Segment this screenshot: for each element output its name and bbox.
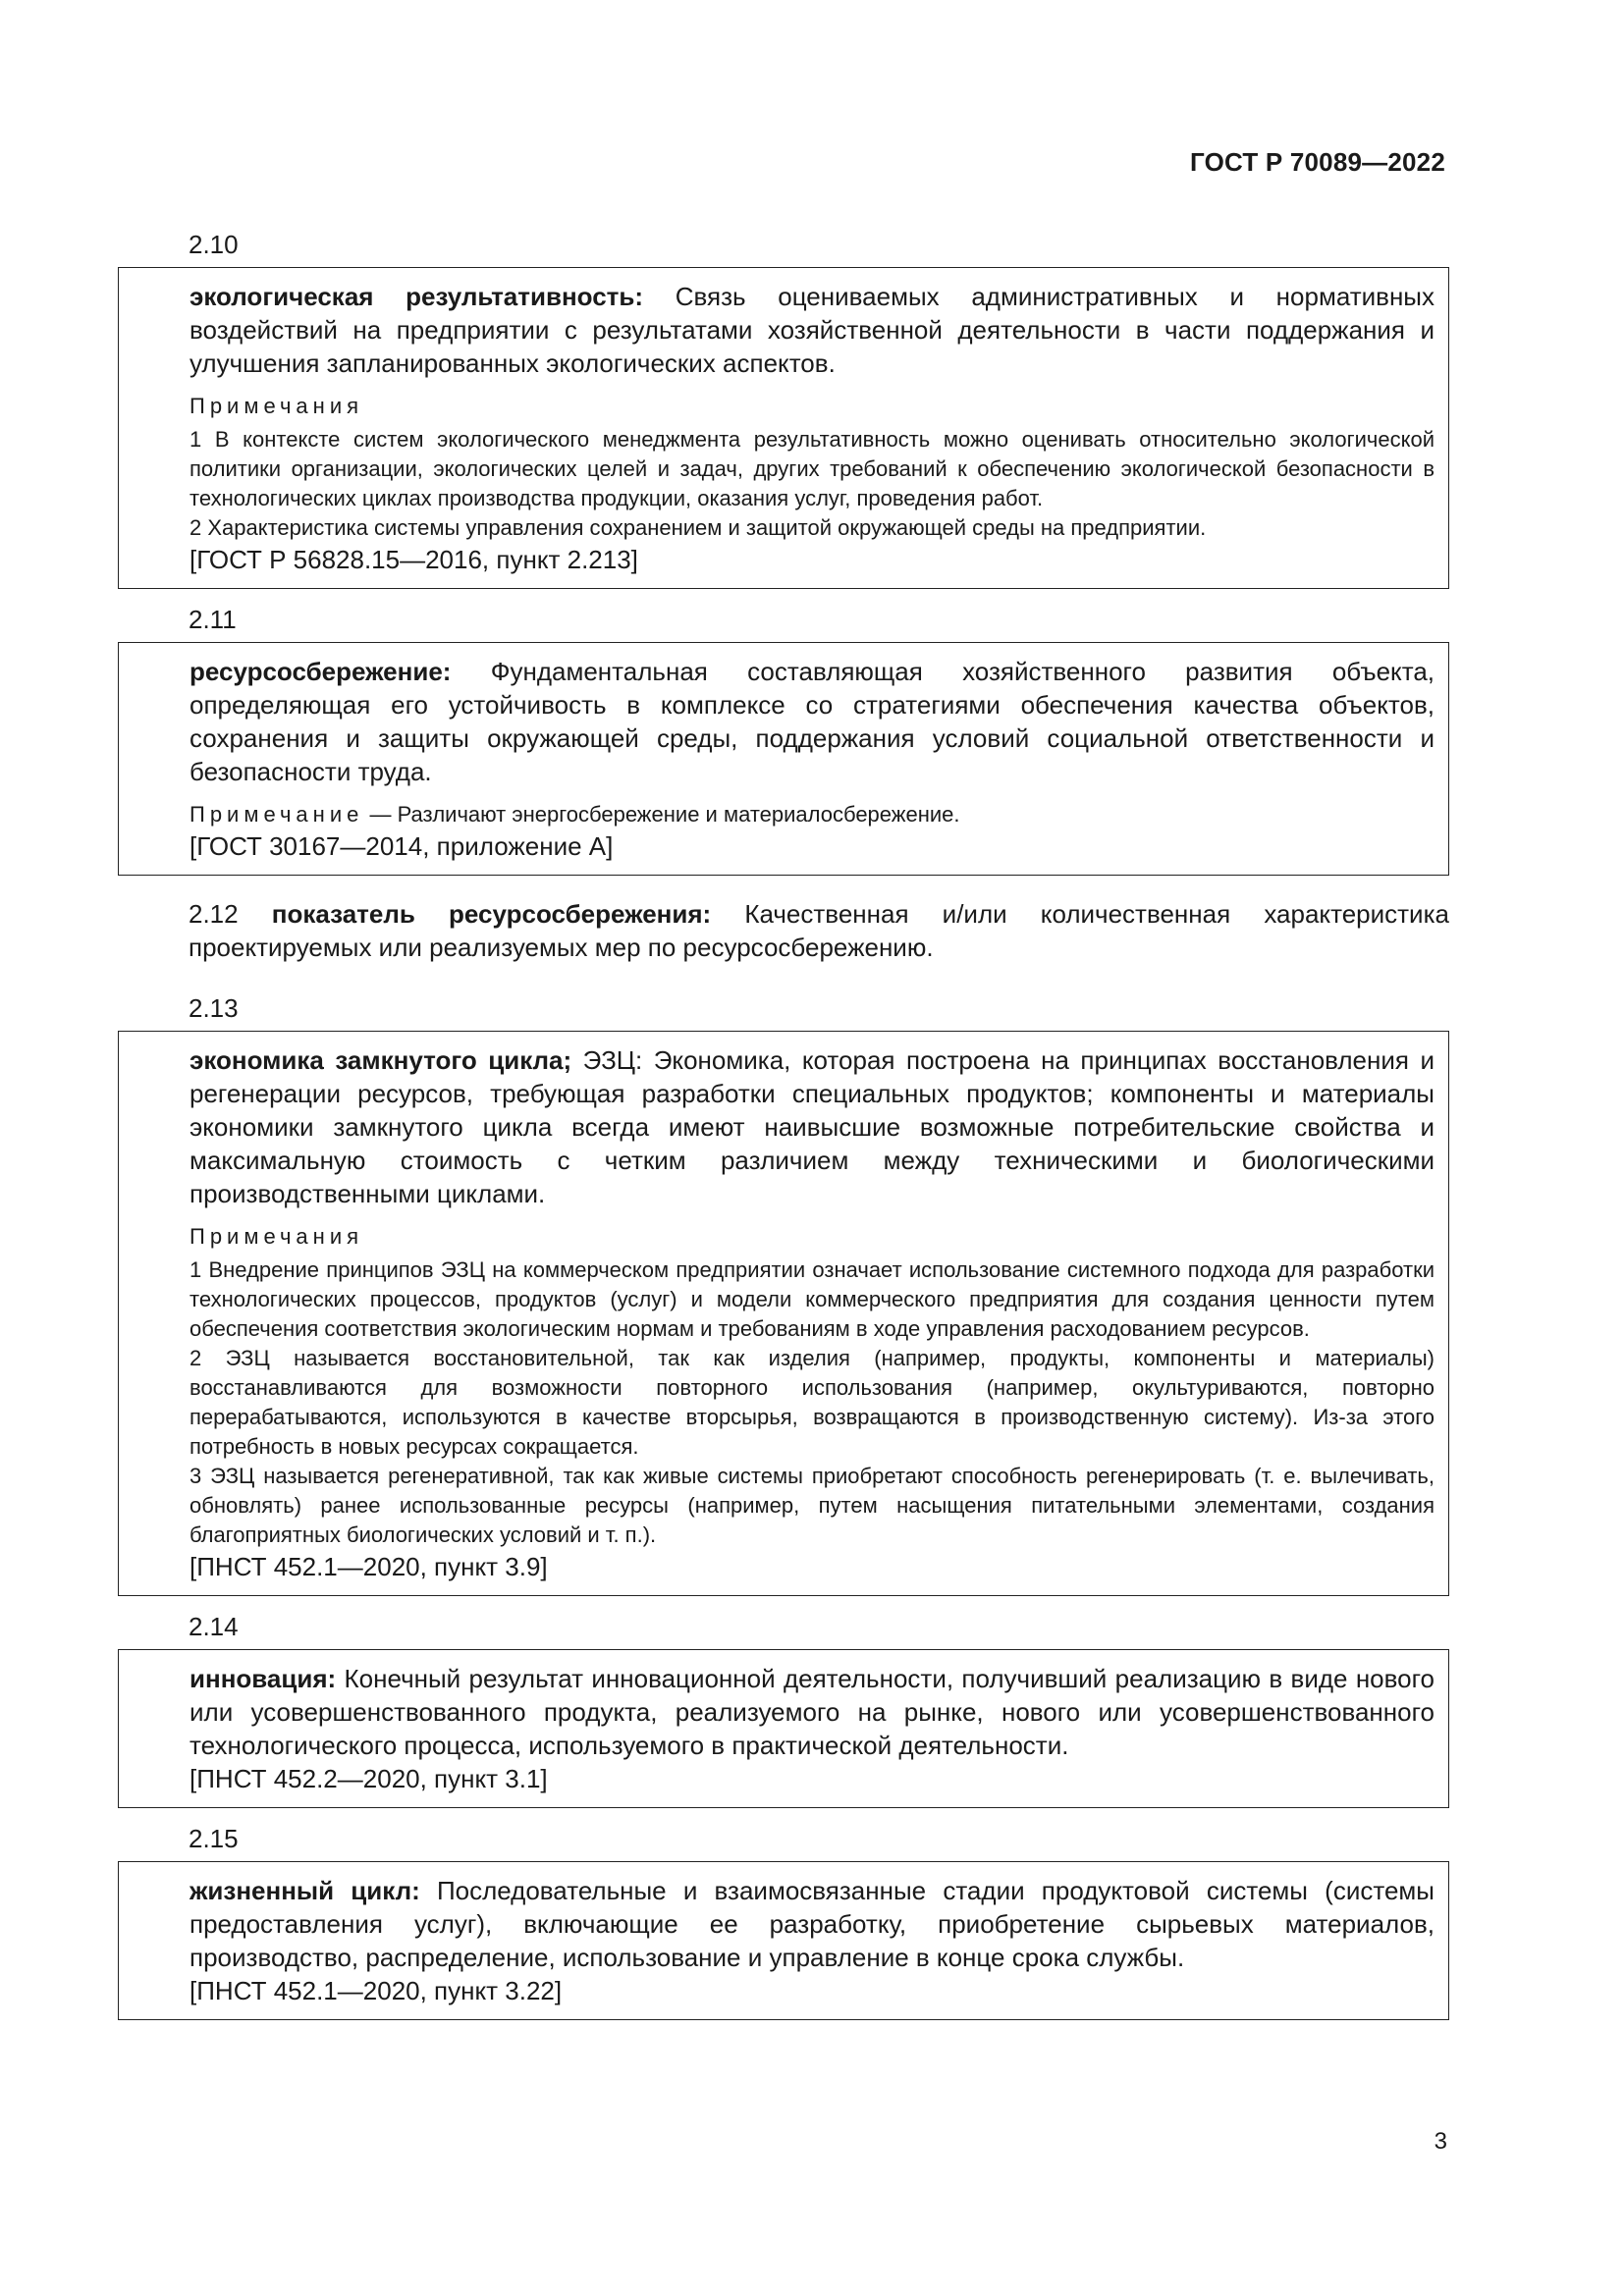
note-label: Примечание: [189, 802, 364, 827]
definition-text: Связь оцениваемых административных и нормативных воздействий на предприятии с результатами хозяйственной деятельности в части поддержания и улучшения запланированных экологических аспектов.: [189, 282, 1435, 378]
definition-text: Конечный результат инновационной деятельности, получивший реализацию в виде нового или усовершенствованного продукта, реализуемого на рынке, нового или усовершенствованного технологического процесса, используемого в практической деятельности.: [189, 1664, 1435, 1760]
notes-heading: Примечания: [189, 394, 364, 418]
note: 3 ЭЗЦ называется регенеративной, так как живые системы приобретают способность регенерировать (т. е. вылечивать, обновлять) ранее использованные ресурсы (например, путем насыщения питательными элементами, создания благоприятных биологических условий и т. п.).: [189, 1464, 1435, 1547]
definition-text: Последовательные и взаимосвязанные стадии продуктовой системы (системы предоставления услуг), включающие ее разработку, приобретение сырьевых материалов, производство, распределение, использование и управление в конце срока службы.: [189, 1876, 1435, 1972]
entry-number: 2.15: [189, 1824, 239, 1853]
definition-text: Качественная и/или количественная характеристика проектируемых или реализуемых мер по ресурсосбережению.: [189, 899, 1449, 962]
note: 2 ЭЗЦ называется восстановительной, так как изделия (например, продукты, компоненты и материалы) восстанавливаются для возможности повторного использования (например, окультуриваются, повторно перерабатываются, используются в качестве вторсырья, возвращаются в производственную систему). Из-за этого потребность в новых ресурсах сокращается.: [189, 1346, 1435, 1459]
note: 1 В контексте систем экологического менеджмента результативность можно оценивать относительно экологической политики организации, экологических целей и задач, других требований к обеспечению экологической безопасности в технологических циклах производства продукции, оказания услуг, проведения работ.: [189, 427, 1435, 510]
term-name: показатель ресурсосбережения:: [271, 899, 712, 929]
page-number: 3: [1434, 2128, 1447, 2155]
term-name: экологическая результативность:: [189, 282, 644, 311]
entry-number: 2.10: [189, 230, 239, 259]
term-definition: [189, 655, 1435, 788]
source-reference: [ГОСТ Р 56828.15—2016, пункт 2.213]: [189, 545, 638, 574]
note-text: — Различают энергосбережение и материалосбережение.: [363, 802, 960, 827]
note: 1 Внедрение принципов ЭЗЦ на коммерческом предприятии означает использование системного подхода для разработки технологических процессов, продуктов (услуг) и модели коммерческого предприятия для создания ценности путем обеспечения соответствия экологическим нормам и требованиям в ходе управления расходованием ресурсов.: [189, 1257, 1435, 1341]
term-definition: [189, 1662, 1435, 1762]
term-definition: [118, 897, 1449, 964]
note: [189, 800, 1435, 829]
entry-number: 2.14: [189, 1612, 239, 1641]
note: 2 Характеристика системы управления сохранением и защитой окружающей среды на предприятии.: [189, 515, 1207, 540]
term-box: [118, 642, 1449, 876]
term-definition: [189, 280, 1435, 380]
definition-text: Фундаментальная составляющая хозяйственного развития объекта, определяющая его устойчивость в комплексе со стратегиями обеспечения качества объектов, сохранения и защиты окружающей среды, поддержания условий социальной ответственности и безопасности труда.: [189, 657, 1435, 786]
definition-text: ЭЗЦ: Экономика, которая построена на принципах восстановления и регенерации ресурсов, требующая разработки специальных продуктов; компоненты и материалы экономики замкнутого цикла всегда имеют наивысшие возможные потребительские свойства и максимальную стоимость с четким различием между техническими и биологическими производственными циклами.: [189, 1045, 1435, 1208]
term-name: ресурсосбережение:: [189, 657, 452, 686]
source-reference: [ПНСТ 452.1—2020, пункт 3.22]: [189, 1976, 563, 2005]
term-box: [118, 1031, 1449, 1596]
term-box: [118, 267, 1449, 589]
source-reference: [ПНСТ 452.2—2020, пункт 3.1]: [189, 1764, 548, 1793]
source-reference: [ГОСТ 30167—2014, приложение А]: [189, 831, 614, 861]
term-box: [118, 1861, 1449, 2020]
page-content: [118, 228, 1449, 2034]
term-name: жизненный цикл:: [189, 1876, 420, 1905]
term-definition: [189, 1043, 1435, 1210]
term-box: [118, 1649, 1449, 1808]
term-name: инновация:: [189, 1664, 337, 1693]
entry-number: 2.13: [189, 993, 239, 1023]
source-reference: [ПНСТ 452.1—2020, пункт 3.9]: [189, 1552, 548, 1581]
entry-number: 2.12: [189, 899, 239, 929]
document-id: ГОСТ Р 70089—2022: [1190, 147, 1445, 177]
notes-heading: Примечания: [189, 1224, 364, 1249]
term-definition: [189, 1874, 1435, 1974]
entry-number: 2.11: [189, 605, 237, 634]
term-name: экономика замкнутого цикла;: [189, 1045, 572, 1075]
